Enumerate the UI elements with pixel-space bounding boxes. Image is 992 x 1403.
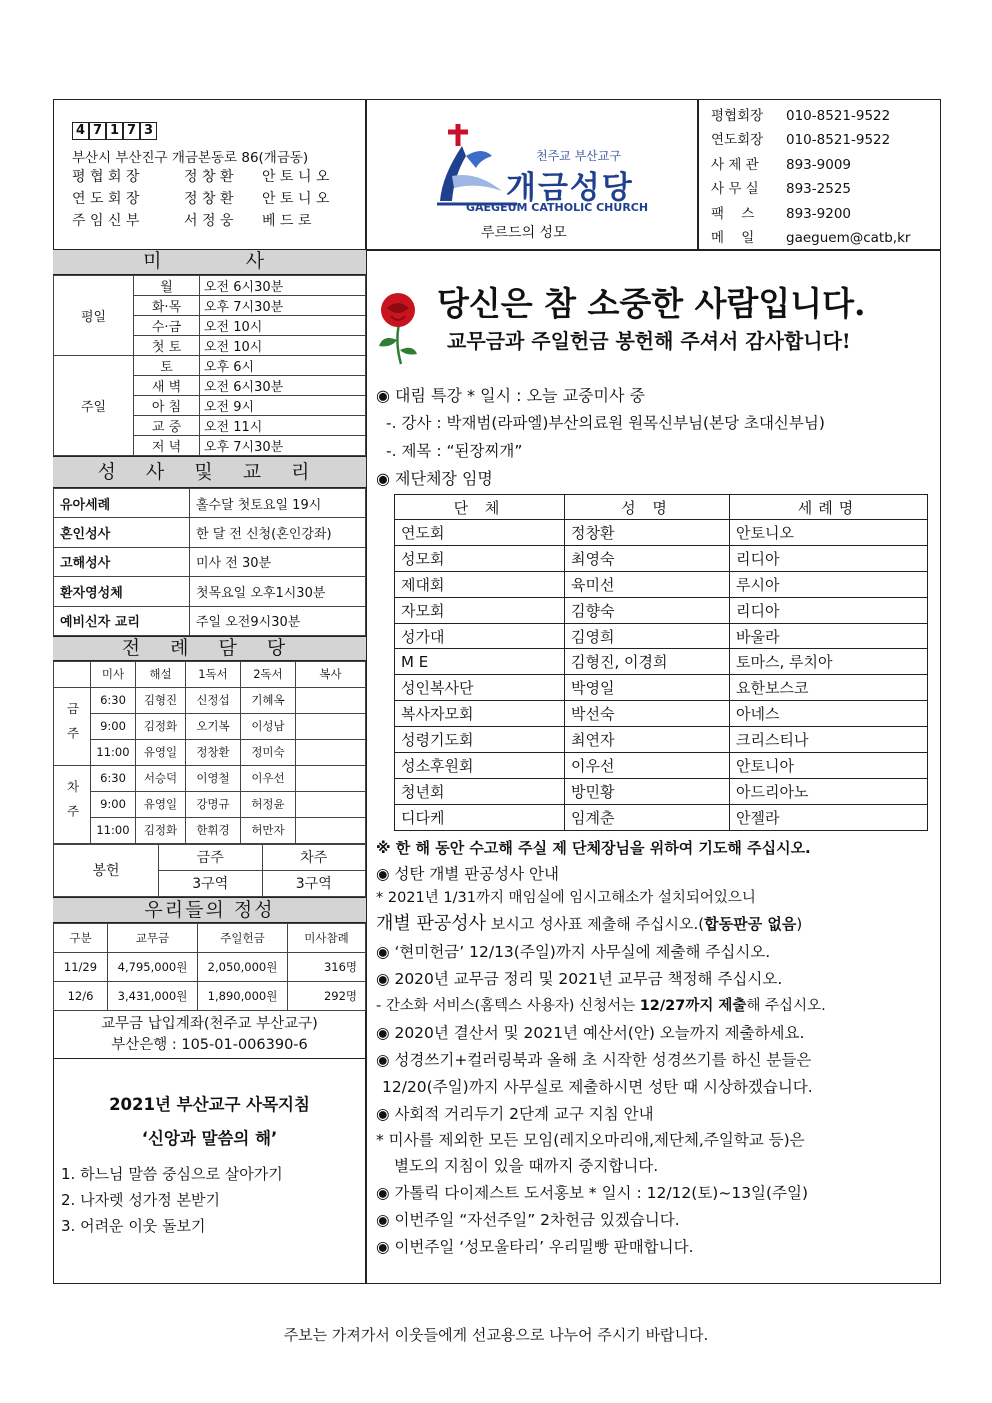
group-header: 성 명 [565,495,730,520]
logo-english: GAEGEUM CATHOLIC CHURCH [466,201,649,214]
table-row: 디다케 임계춘 안젤라 [395,804,928,830]
leaders-list [72,166,354,232]
lit-header: 해설 [136,661,186,687]
notice-item: ◉ 성경쓰기+컬러링북과 올해 초 시작한 성경쓰기를 하신 분들은 [376,1051,812,1069]
notice-item: * 미사를 제외한 모든 모임(레지오마리애,제단체,주일학교 등)은 [376,1131,805,1149]
lit-time: 11:00 [91,739,136,765]
guidelines-title: 2021년 부산교구 사목지침 [109,1094,310,1114]
lit-reader2: 허정윤 [241,791,296,817]
sacrament-name: 혼인성사 [54,518,190,547]
mass-day: 월 [134,276,200,296]
mass-day: 첫 토 [134,336,200,356]
mass-time: 오전 6시30분 [200,376,366,396]
table-row: 성가대 김영희 바울라 [395,623,928,649]
service-table [53,844,366,897]
service-next-value: 3구역 [262,870,366,896]
notice-item: ◉ 이번주일 “자선주일” 2차헌금 있겠습니다. [376,1211,680,1229]
lit-commentator: 김정화 [136,713,186,739]
contact-label: 팩 스 [711,205,755,222]
offerings-table [53,923,366,1011]
off-sunday: 1,890,000원 [198,981,288,1010]
notice-emphasis: 개별 판공성사 [376,913,487,934]
this-week-label: 금주 [54,687,91,765]
table-row: 성인복사단 박영일 요한보스코 [395,675,928,701]
lit-reader2: 이우선 [241,765,296,791]
notice-item: - 간소화 서비스(홈텍스 사용자) 신청서는 [376,998,640,1014]
group-header: 단 체 [395,495,565,520]
mass-day: 저 녁 [134,436,200,456]
sacraments-table [53,488,366,636]
table-row: 제대회 육미선 루시아 [395,571,928,597]
lit-reader1: 한휘경 [186,817,241,843]
off-header: 구분 [54,923,108,952]
table-row: M E 김형진, 이경희 토마스, 루치아 [395,649,928,675]
notice-item: ◉ 사회적 거리두기 2단계 교구 지침 안내 [376,1105,654,1123]
header-divider [697,99,699,250]
guideline-item: 2. 나자렛 성가정 본받기 [61,1190,221,1209]
advent-speaker: -. 강사 : 박재범(라파엘)부산의료원 원목신부님(본당 초대신부님) [386,414,825,432]
lit-time: 9:00 [91,713,136,739]
contact-value: 010-8521-9522 [786,132,891,149]
sacrament-name: 유아세례 [54,489,190,518]
contact-label: 평협회장 [711,108,764,124]
off-header: 교무금 [108,923,198,952]
table-row: 자모회 김향숙 리디아 [395,597,928,623]
table-row: 성모회 최영숙 리디아 [395,545,928,571]
notice-item: 해 주십시오. [746,998,826,1014]
group-header: 세례명 [730,495,928,520]
contact-value: 893-2525 [786,181,851,198]
lit-reader2: 이성남 [241,713,296,739]
lit-server [296,817,366,843]
liturgy-table [53,661,366,844]
lit-reader1: 신정섭 [186,687,241,713]
lit-server [296,739,366,765]
sacrament-value: 주일 오전9시30분 [190,606,366,635]
contact-label: 사 제 관 [711,156,759,173]
off-header: 주일헌금 [198,923,288,952]
mass-day: 화·목 [134,296,200,316]
table-row: 복사자모회 박선숙 아네스 [395,701,928,727]
subheadline: 교무금과 주일헌금 봉헌해 주셔서 감사합니다! [447,329,851,353]
mass-time: 오전 6시30분 [200,276,366,296]
leader-role: 평 협 회 장 [72,169,140,185]
leader-role: 주 임 신 부 [72,213,140,229]
table-row: 성소후원회 이우선 안토니아 [395,753,928,779]
left-column [53,250,366,1239]
mass-schedule-table [53,275,366,456]
off-header: 미사참례 [288,923,366,952]
lit-reader2: 정미숙 [241,739,296,765]
sacrament-name: 예비신자 교리 [54,606,190,635]
mass-time: 오전 10시 [200,316,366,336]
contacts-list [711,104,910,250]
sacrament-name: 환자영성체 [54,577,190,606]
notice-item: ) [796,915,803,933]
logo-subtitle: 천주교 부산교구 [536,149,621,163]
weekday-label: 평일 [54,276,134,356]
notice-item: ◉ 가톨릭 다이제스트 도서홍보 * 일시 : 12/12(토)~13일(주일) [376,1184,809,1202]
mass-day: 새 벽 [134,376,200,396]
lit-header: 1독서 [186,661,241,687]
lit-time: 9:00 [91,791,136,817]
mass-time: 오전 9시 [200,396,366,416]
mass-time: 오전 10시 [200,336,366,356]
service-this-label: 금주 [159,844,263,870]
notice-item: 보시고 성사표 제출해 주십시오.( [486,915,705,933]
lit-commentator: 김형진 [136,687,186,713]
lit-reader1: 오기복 [186,713,241,739]
lit-reader1: 정창환 [186,739,241,765]
postal-code [72,122,157,140]
guidelines-list [53,1149,366,1239]
notice-item: 12/20(주일)까지 사무실로 제출하시면 성탄 때 시상하겠습니다. [382,1078,813,1096]
footer-note: 주보는 가져가서 이웃들에게 선교용으로 나누어 주시기 바랍니다. [283,1326,709,1344]
notice-item: 별도의 지침이 있을 때까지 중지합니다. [394,1157,659,1175]
lit-reader1: 강명규 [186,791,241,817]
contact-value: 893-9009 [786,156,851,173]
leader-name: 서 정 웅 [184,213,234,229]
lit-reader2: 허만자 [241,817,296,843]
headline: 당신은 참 소중한 사람입니다. [437,284,866,323]
leader-name: 정 창 환 [184,191,234,207]
account-box [53,1011,366,1059]
contact-label: 사 무 실 [711,181,759,198]
rose-icon [373,288,421,366]
guidelines-subtitle: ‘신앙과 말씀의 해’ [141,1128,278,1148]
off-dues: 3,431,000원 [108,981,198,1010]
off-date: 12/6 [54,981,108,1010]
lit-header: 2독서 [241,661,296,687]
mass-day: 토 [134,356,200,376]
off-dues: 4,795,000원 [108,952,198,981]
lit-commentator: 서승덕 [136,765,186,791]
notice-bold: 합동판공 없음 [704,915,797,933]
sacraments-title: 성 사 및 교 리 [53,456,366,488]
service-next-label: 차주 [262,844,366,870]
mass-day: 교 중 [134,416,200,436]
postal-digit: 7 [89,122,106,140]
lit-header: 미사 [91,661,136,687]
prayer-note: ※ 한 해 동안 수고해 주실 제 단체장님을 위하여 기도해 주십시오. [376,839,811,857]
sacrament-value: 한 달 전 신청(혼인강좌) [190,518,366,547]
sacrament-value: 첫목요일 오후1시30분 [190,577,366,606]
notice-item: ◉ 2020년 교무금 정리 및 2021년 교무금 책정해 주십시오. [376,970,783,988]
logo-title: 개금성당 [506,170,634,206]
sacrament-value: 미사 전 30분 [190,547,366,576]
notice-bold: 12/27까지 제출 [639,998,747,1014]
mass-day: 수·금 [134,316,200,336]
leader-baptism: 안 토 니 오 [262,191,330,207]
lit-server [296,687,366,713]
contact-label: 메 일 [711,230,755,247]
sacrament-name: 고해성사 [54,547,190,576]
leader-name: 정 창 환 [184,169,234,185]
leader-role: 연 도 회 장 [72,191,140,207]
next-week-label: 차주 [54,765,91,843]
lit-time: 6:30 [91,765,136,791]
lit-reader2: 기혜옥 [241,687,296,713]
lit-reader1: 이영철 [186,765,241,791]
off-attendance: 316명 [288,952,366,981]
table-row: 청년회 방민황 아드리아노 [395,778,928,804]
postal-digit: 1 [106,122,123,140]
mass-time: 오후 7시30분 [200,436,366,456]
mass-time: 오후 6시 [200,356,366,376]
notice-item: ◉ 2020년 결산서 및 2021년 예산서(안) 오늘까지 제출하세요. [376,1024,805,1042]
advent-title: ◉ 대림 특강 * 일시 : 오늘 교중미사 중 [376,386,645,405]
patron-saint: 루르드의 성모 [481,225,567,241]
mass-day: 아 침 [134,396,200,416]
notice-item: ◉ 이번주일 ‘성모울타리’ 우리밀빵 판매합니다. [376,1238,694,1256]
sunday-label: 주일 [54,356,134,456]
lit-server [296,765,366,791]
account-title: 교무금 납입계좌(천주교 부산교구) [101,1015,318,1032]
liturgy-title: 전 례 담 당 [53,636,366,661]
notice-item: * 2021년 1/31까지 매임실에 임시고해소가 설치되어있으니 [376,890,756,906]
lit-time: 11:00 [91,817,136,843]
postal-digit: 4 [72,122,89,140]
guidelines-box [53,1059,366,1149]
offerings-title: 우리들의 정성 [53,897,366,923]
leader-baptism: 안 토 니 오 [262,169,330,185]
off-date: 11/29 [54,952,108,981]
lit-server [296,713,366,739]
postal-digit: 7 [123,122,140,140]
postal-digit: 3 [140,122,157,140]
lit-commentator: 유영일 [136,791,186,817]
off-sunday: 2,050,000원 [198,952,288,981]
contact-value: gaeguem@catb,kr [786,230,911,247]
lit-commentator: 김정화 [136,817,186,843]
appoint-title: ◉ 제단체장 임명 [376,469,493,488]
mass-time: 오후 7시30분 [200,296,366,316]
lit-server [296,791,366,817]
advent-subject: -. 제목 : “된장찌개” [386,442,523,460]
lit-commentator: 유영일 [136,739,186,765]
sacrament-value: 홀수달 첫토요일 19시 [190,489,366,518]
contact-label: 연도회장 [711,132,764,149]
service-label: 봉헌 [54,844,159,896]
mass-time: 오전 11시 [200,416,366,436]
account-number: 부산은행 : 105-01-006390-6 [111,1036,308,1053]
guideline-item: 3. 어려운 이웃 돌보기 [61,1216,206,1235]
notice-item: ◉ ‘현미헌금’ 12/13(주일)까지 사무실에 제출해 주십시오. [376,943,771,961]
guideline-item: 1. 하느님 말씀 중심으로 살아가기 [61,1164,283,1183]
contact-value: 010-8521-9522 [786,108,891,124]
lit-header: 복사 [296,661,366,687]
lit-time: 6:30 [91,687,136,713]
table-row: 성령기도회 최연자 크리스티나 [395,727,928,753]
notice-item: ◉ 성탄 개별 판공성사 안내 [376,865,559,883]
table-row: 연도회 정창환 안토니오 [395,520,928,546]
service-this-value: 3구역 [159,870,263,896]
address: 부산시 부산진구 개금본동로 86(개금동) [72,150,309,166]
leader-baptism: 베 드 로 [262,213,312,229]
contact-value: 893-9200 [786,205,851,222]
off-attendance: 292명 [288,981,366,1010]
mass-title: 미 사 [53,250,366,275]
notices-list [376,862,936,1259]
group-leaders-table [394,494,928,831]
